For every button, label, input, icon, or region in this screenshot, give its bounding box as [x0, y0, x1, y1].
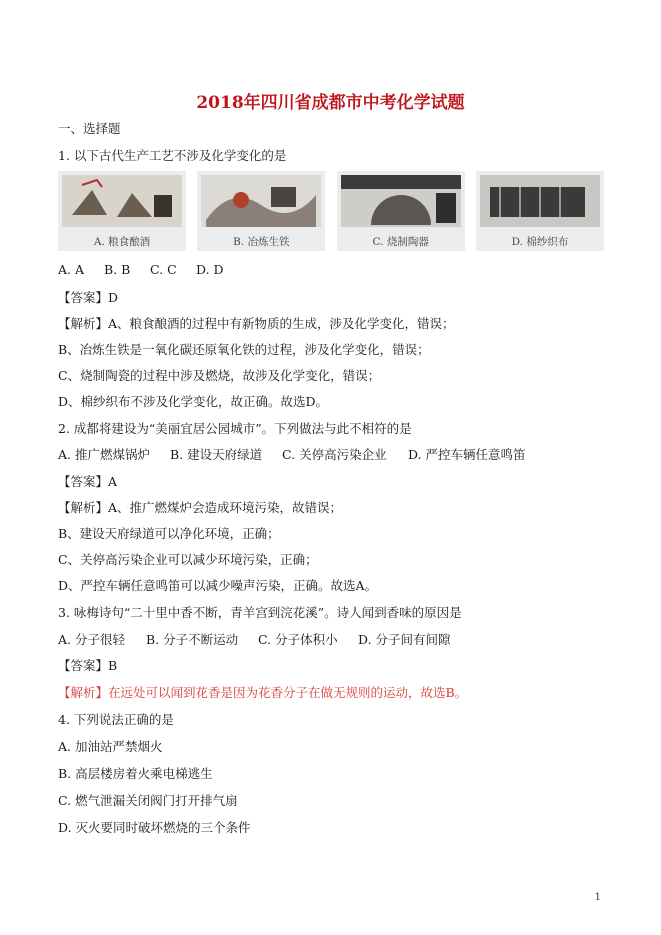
q3-option-b: B. 分子不断运动 — [146, 632, 239, 647]
pottery-illustration — [341, 175, 461, 227]
q2-analysis-line: C、关停高污染企业可以减少环境污染，正确； — [58, 552, 318, 567]
q1-caption-a: A. 粮食酿酒 — [93, 236, 151, 248]
q1-image-c — [337, 171, 465, 251]
q2-answer: 【答案】A — [58, 474, 118, 489]
q1-option-b: B. B — [104, 262, 131, 277]
q1-option-d: D. D — [196, 262, 224, 277]
q1-caption-b: B. 冶炼生铁 — [233, 236, 290, 248]
brewing-illustration — [62, 175, 182, 227]
q2-option-c: C. 关停高污染企业 — [282, 447, 387, 462]
q4-option-d: D. 灭火要同时破坏燃烧的三个条件 — [58, 820, 251, 835]
page-number: 1 — [594, 892, 601, 903]
q2-option-d: D. 严控车辆任意鸣笛 — [408, 447, 526, 462]
q2-analysis-line: 【解析】A、推广燃煤炉会造成环境污染，故错误； — [58, 500, 343, 515]
q4-option-c: C. 燃气泄漏关闭阀门打开排气扇 — [58, 793, 238, 808]
q2-analysis-line: D、严控车辆任意鸣笛可以减少噪声污染，正确。故选A。 — [58, 578, 378, 593]
q1-options — [58, 262, 224, 278]
q2-option-a: A. 推广燃煤锅炉 — [58, 447, 150, 462]
q3-options — [58, 632, 451, 648]
q2-stem: 2. 成都将建设为“美丽宜居公园城市”。下列做法与此不相符的是 — [58, 421, 412, 436]
section-heading: 一、选择题 — [58, 121, 121, 136]
q1-caption-d: D. 棉纱织布 — [511, 236, 569, 248]
q1-image-row — [58, 171, 604, 251]
q1-option-a: A. A — [58, 262, 85, 277]
q1-image-a — [58, 171, 186, 251]
q3-stem: 3. 咏梅诗句“二十里中香不断，青羊宫到浣花溪”。诗人闻到香味的原因是 — [58, 605, 462, 620]
q3-option-d: D. 分子间有间隙 — [358, 632, 451, 647]
q1-option-c: C. C — [150, 262, 177, 277]
q2-option-b: B. 建设天府绿道 — [170, 447, 263, 462]
weaving-illustration — [480, 175, 600, 227]
q1-image-d — [476, 171, 604, 251]
q4-stem: 4. 下列说法正确的是 — [58, 712, 174, 727]
q1-analysis-line: C、烧制陶瓷的过程中涉及燃烧，故涉及化学变化，错误； — [58, 368, 381, 383]
q3-option-c: C. 分子体积小 — [258, 632, 338, 647]
q2-analysis-line: B、建设天府绿道可以净化环境，正确； — [58, 526, 280, 541]
q3-option-a: A. 分子很轻 — [58, 632, 125, 647]
q4-option-a: A. 加油站严禁烟火 — [58, 739, 163, 754]
q1-analysis-line: D、棉纱织布不涉及化学变化，故正确。故选D。 — [58, 394, 329, 409]
q3-analysis: 【解析】在远处可以闻到花香是因为花香分子在做无规则的运动，故选B。 — [58, 685, 468, 700]
q1-analysis-line: B、冶炼生铁是一氧化碳还原氧化铁的过程，涉及化学变化，错误； — [58, 342, 430, 357]
q1-caption-c: C. 烧制陶器 — [372, 236, 429, 248]
q2-options — [58, 447, 526, 463]
q1-analysis-line: 【解析】A、粮食酿酒的过程中有新物质的生成，涉及化学变化，错误； — [58, 316, 455, 331]
q1-answer: 【答案】D — [58, 290, 119, 305]
q1-image-b — [197, 171, 325, 251]
smelting-illustration — [201, 175, 321, 227]
q1-stem: 1. 以下古代生产工艺不涉及化学变化的是 — [58, 148, 287, 163]
q3-answer: 【答案】B — [58, 658, 118, 673]
q4-option-b: B. 高层楼房着火乘电梯逃生 — [58, 766, 213, 781]
page-title: 2018年四川省成都市中考化学试题 — [196, 93, 465, 113]
